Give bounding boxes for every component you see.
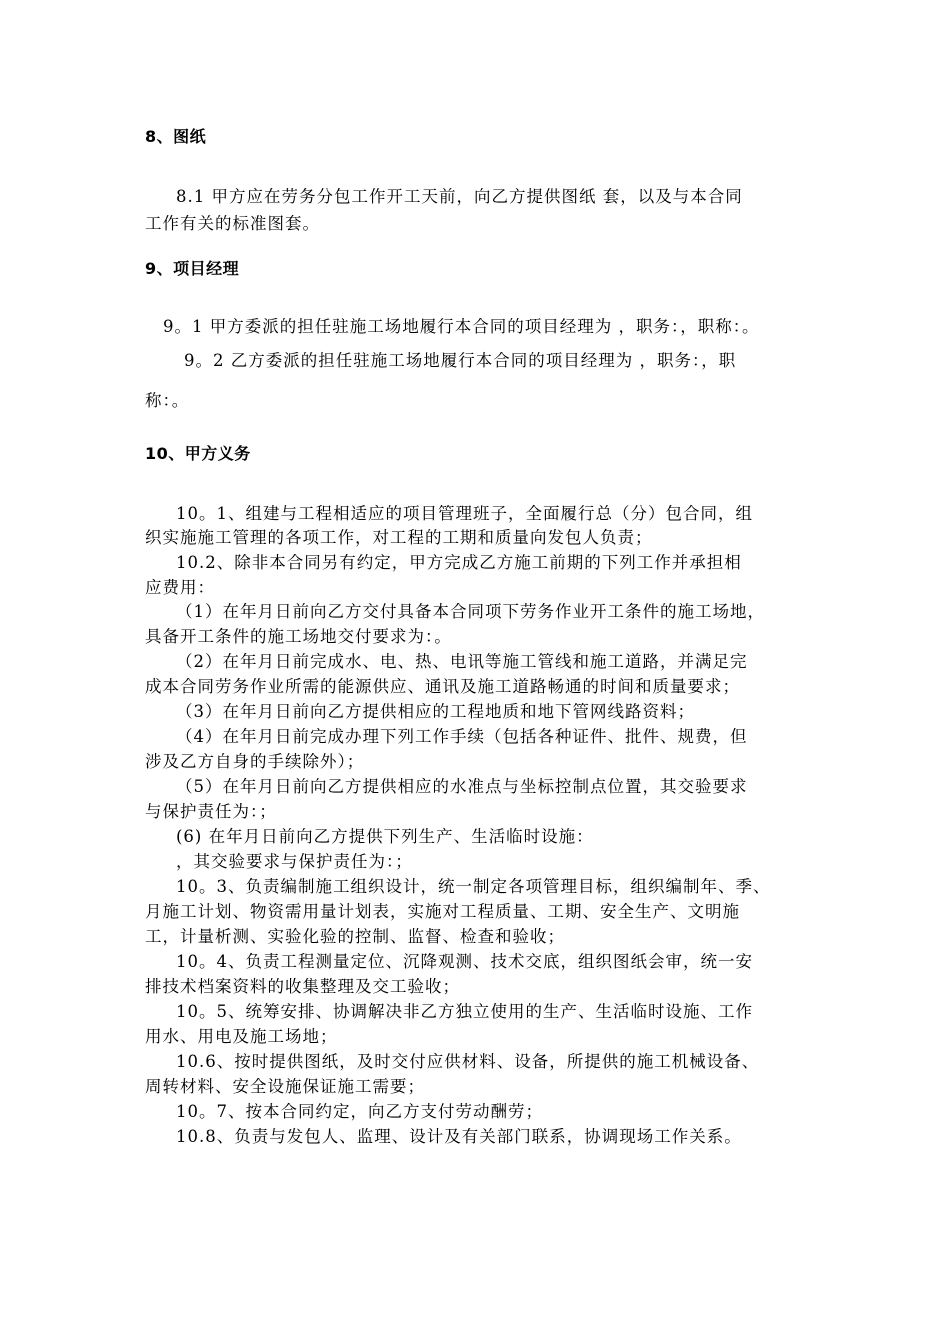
paragraph-line: 具备开工条件的施工场地交付要求为：。 (145, 627, 452, 646)
paragraph-line: 应费用： (145, 578, 215, 597)
paragraph-line: 月施工计划、物资需用量计划表，实施对工程质量、工期、安全生产、文明施 (145, 902, 740, 921)
paragraph-line: 10.6、按时提供图纸，及时交付应供材料、设备，所提供的施工机械设备、 (176, 1052, 760, 1071)
section-9-heading: 9、项目经理 (145, 259, 240, 278)
paragraph-line: （5）在年月日前向乙方提供相应的水准点与坐标控制点位置，其交验要求 (176, 777, 748, 796)
paragraph-line: (6) 在年月日前向乙方提供下列生产、生活临时设施： (176, 827, 594, 846)
paragraph-line: 10。4、负责工程测量定位、沉降观测、技术交底，组织图纸会审，统一安 (176, 952, 753, 971)
paragraph-line: 织实施施工管理的各项工作，对工程的工期和质量向发包人负责； (145, 528, 653, 547)
paragraph-line: 10。5、统筹安排、协调解决非乙方独立使用的生产、生活临时设施、工作 (176, 1002, 753, 1021)
paragraph-line: 涉及乙方自身的手续除外）； (145, 752, 365, 771)
paragraph-line: 称：。 (145, 391, 190, 410)
paragraph-line: 10。1、组建与工程相适应的项目管理班子，全面履行总（分）包合同，组 (176, 504, 753, 523)
paragraph-line: （2）在年月日前完成水、电、热、电讯等施工管线和施工道路，并满足完 (176, 652, 748, 671)
paragraph-line: 9。2 乙方委派的担任驻施工场地履行本合同的项目经理为 ，职务：，职 (184, 351, 737, 370)
paragraph-line: 与保护责任为：； (145, 802, 277, 821)
paragraph-line: 9。1 甲方委派的担任驻施工场地履行本合同的项目经理为 ，职务：，职称：。 (163, 317, 760, 336)
section-8-heading: 8、图纸 (145, 127, 207, 146)
paragraph-line: 工作有关的标准图套。 (145, 214, 320, 233)
paragraph-line: 周转材料、安全设施保证施工需要； (145, 1077, 425, 1096)
paragraph-line: （4）在年月日前完成办理下列工作手续（包括各种证件、批件、规费，但 (176, 727, 748, 746)
paragraph-line: 排技术档案资料的收集整理及交工验收； (145, 977, 460, 996)
paragraph-line: 8.1 甲方应在劳务分包工作开工天前，向乙方提供图纸 套，以及与本合同 (176, 187, 743, 206)
paragraph-line: 10。7、按本合同约定，向乙方支付劳动酬劳； (176, 1102, 543, 1121)
paragraph-line: 10.2、除非本合同另有约定，甲方完成乙方施工前期的下列工作并承担相 (176, 553, 742, 572)
paragraph-line: 10。3、负责编制施工组织设计，统一制定各项管理目标，组织编制年、季、 (176, 877, 771, 896)
paragraph-line: 用水、用电及施工场地； (145, 1027, 338, 1046)
paragraph-line: （3）在年月日前向乙方提供相应的工程地质和地下管网线路资料； (176, 702, 695, 721)
paragraph-line: （1）在年月日前向乙方交付具备本合同项下劳务作业开工条件的施工场地， (176, 602, 765, 621)
paragraph-line: ，其交验要求与保护责任为：； (176, 852, 413, 871)
paragraph-line: 成本合同劳务作业所需的能源供应、通讯及施工道路畅通的时间和质量要求； (145, 677, 740, 696)
paragraph-line: 工，计量析测、实验化验的控制、监督、检查和验收； (145, 927, 565, 946)
paragraph-line: 10.8、负责与发包人、监理、设计及有关部门联系，协调现场工作关系。 (176, 1127, 742, 1146)
section-10-heading: 10、甲方义务 (145, 444, 251, 463)
